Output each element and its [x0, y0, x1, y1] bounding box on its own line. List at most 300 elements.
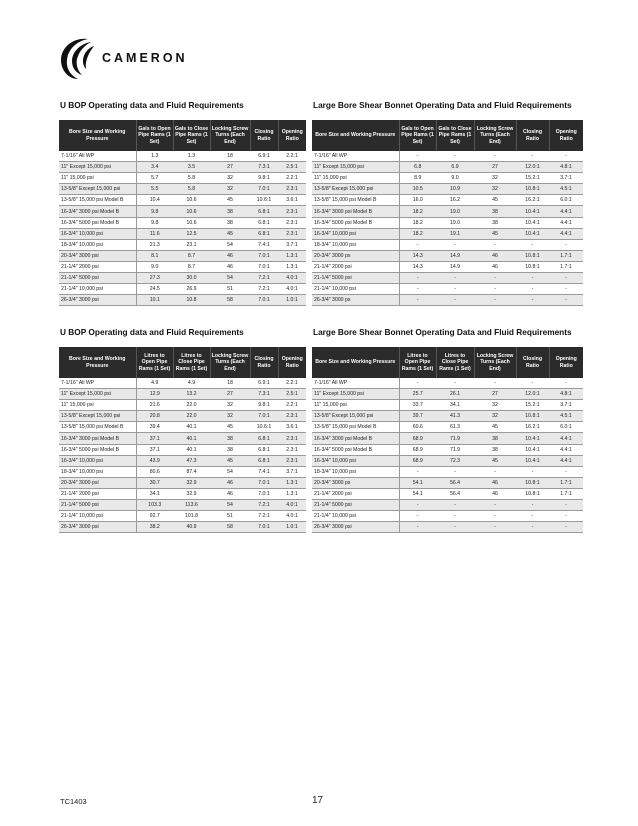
value-cell: 9.8:1 [250, 400, 278, 411]
bore-size-cell: 11" Except 15,000 psi [312, 389, 399, 400]
value-cell: - [399, 284, 436, 295]
value-cell: - [436, 239, 474, 250]
value-cell: 2.3:1 [278, 455, 306, 466]
value-cell: 7.3:1 [250, 162, 278, 173]
value-cell: 4.4:1 [549, 206, 583, 217]
value-cell: 2.2:1 [278, 151, 306, 162]
shear-bonnet-us-table [312, 120, 583, 306]
value-cell: - [549, 522, 583, 533]
value-cell: 113.6 [173, 500, 210, 511]
column-header: Closing Ratio [516, 347, 549, 378]
table-row [59, 389, 306, 400]
value-cell: 10.6 [173, 217, 210, 228]
table-row [312, 206, 583, 217]
table-row [59, 195, 306, 206]
bore-size-cell: 16-3/4" 3000 psi Model B [312, 433, 399, 444]
value-cell: 1.7:1 [549, 488, 583, 499]
value-cell: 45 [474, 455, 516, 466]
value-cell: 1.7:1 [549, 250, 583, 261]
table-row [59, 250, 306, 261]
value-cell: 2.2:1 [278, 400, 306, 411]
table-row [59, 433, 306, 444]
column-header: Gals to Close Pipe Rams (1 Set) [173, 120, 210, 151]
value-cell: 45 [210, 228, 250, 239]
value-cell: 4.0:1 [278, 273, 306, 284]
value-cell: 4.0:1 [278, 284, 306, 295]
bore-size-cell: 16-3/4" 5000 psi Model B [312, 217, 399, 228]
table-row [59, 295, 306, 306]
table-row [59, 284, 306, 295]
value-cell: 16.2 [436, 195, 474, 206]
table-row [59, 378, 306, 389]
column-header: Litres to Open Pipe Rams (1 Set) [136, 347, 173, 378]
table-row [312, 295, 583, 306]
value-cell: 38.2 [136, 522, 173, 533]
bore-size-cell: 11" Except 15,000 psi [312, 162, 399, 173]
value-cell: - [549, 295, 583, 306]
value-cell: 1.0:1 [278, 295, 306, 306]
value-cell: 45 [474, 422, 516, 433]
table-title-ubop-metric: U BOP Operating data and Fluid Requirements [60, 327, 244, 337]
value-cell: - [549, 500, 583, 511]
bore-size-cell: 11" 15,000 psi [59, 173, 136, 184]
bore-size-cell: 26-3/4" 3000 psi [59, 522, 136, 533]
value-cell: 4.9 [173, 378, 210, 389]
value-cell: 46 [210, 250, 250, 261]
value-cell: 39.4 [136, 422, 173, 433]
value-cell: 7.2:1 [250, 500, 278, 511]
value-cell: 10.8:1 [516, 184, 549, 195]
value-cell: - [474, 284, 516, 295]
value-cell: 45 [210, 422, 250, 433]
value-cell: 68.9 [399, 455, 436, 466]
value-cell: 32 [210, 411, 250, 422]
value-cell: 103.3 [136, 500, 173, 511]
table-row [59, 206, 306, 217]
value-cell: 11.6 [136, 228, 173, 239]
value-cell: 12.5 [173, 228, 210, 239]
bore-size-cell: 16-3/4" 10,000 psi [312, 455, 399, 466]
table-header-row [59, 347, 306, 378]
table-row [59, 466, 306, 477]
value-cell: 37.1 [136, 444, 173, 455]
bore-size-cell: 21-1/4" 10,000 psi [312, 284, 399, 295]
table-header-row [59, 120, 306, 151]
value-cell: 27 [474, 162, 516, 173]
value-cell: 10.4 [136, 195, 173, 206]
value-cell: - [549, 466, 583, 477]
table-row [312, 217, 583, 228]
bore-size-cell: 16-3/4" 3000 psi Model B [59, 206, 136, 217]
table-row [59, 500, 306, 511]
value-cell: - [474, 295, 516, 306]
column-header: Locking Screw Turns (Each End) [474, 347, 516, 378]
value-cell: 47.3 [173, 455, 210, 466]
value-cell: 6.8:1 [250, 444, 278, 455]
value-cell: 10.4:1 [516, 444, 549, 455]
value-cell: 32.9 [173, 488, 210, 499]
value-cell: 6.8:1 [250, 455, 278, 466]
value-cell: 14.3 [399, 250, 436, 261]
value-cell: 2.3:1 [278, 444, 306, 455]
value-cell: 18.2 [399, 206, 436, 217]
value-cell: 3.5 [173, 162, 210, 173]
table-row [312, 466, 583, 477]
value-cell: 16.0 [399, 195, 436, 206]
value-cell: 14.3 [399, 261, 436, 272]
column-header: Gals to Open Pipe Rams (1 Set) [399, 120, 436, 151]
value-cell: 54.1 [399, 488, 436, 499]
value-cell: 4.4:1 [549, 433, 583, 444]
ubop-us-table [59, 120, 306, 306]
value-cell: 87.4 [173, 466, 210, 477]
value-cell: 46 [210, 488, 250, 499]
bore-size-cell: 7-1/16" All WP [312, 378, 399, 389]
value-cell: 1.3 [173, 151, 210, 162]
value-cell: 32 [474, 400, 516, 411]
bore-size-cell: 13-5/8" Except 15,000 psi [59, 411, 136, 422]
value-cell: - [516, 500, 549, 511]
value-cell: 30.7 [136, 477, 173, 488]
bore-size-cell: 18-3/4" 10,000 psi [59, 239, 136, 250]
value-cell: 7.0:1 [250, 295, 278, 306]
value-cell: 4.9 [136, 378, 173, 389]
bore-size-cell: 18-3/4" 10,000 psi [312, 239, 399, 250]
value-cell: 54 [210, 500, 250, 511]
value-cell: 54.1 [399, 477, 436, 488]
bore-size-cell: 13-5/8" 15,000 psi Model B [312, 195, 399, 206]
value-cell: 10.6 [173, 195, 210, 206]
table-row [59, 477, 306, 488]
value-cell: 26.1 [436, 389, 474, 400]
table-row [312, 488, 583, 499]
table-row [312, 433, 583, 444]
bore-size-cell: 16-3/4" 10,000 psi [312, 228, 399, 239]
value-cell: - [474, 522, 516, 533]
bore-size-cell: 13-5/8" 15,000 psi Model B [312, 422, 399, 433]
bore-size-cell: 20-3/4" 3000 psi [59, 477, 136, 488]
value-cell: 4.4:1 [549, 444, 583, 455]
value-cell: 19.0 [436, 206, 474, 217]
value-cell: 10.4:1 [516, 206, 549, 217]
value-cell: 9.8:1 [250, 173, 278, 184]
value-cell: - [549, 273, 583, 284]
ubop-metric-table [59, 347, 306, 533]
bore-size-cell: 21-1/4" 5000 psi [59, 500, 136, 511]
value-cell: 72.3 [436, 455, 474, 466]
column-header: Litres to Close Pipe Rams (1 Set) [173, 347, 210, 378]
column-header: Gals to Open Pipe Rams (1 Set) [136, 120, 173, 151]
table-row [312, 422, 583, 433]
value-cell: - [436, 511, 474, 522]
table-row [312, 500, 583, 511]
bore-size-cell: 20-3/4" 3000 psi [59, 250, 136, 261]
value-cell: 9.0 [136, 261, 173, 272]
value-cell: - [436, 295, 474, 306]
bore-size-cell: 16-3/4" 3000 psi Model B [59, 433, 136, 444]
value-cell: 27 [474, 389, 516, 400]
value-cell: 4.0:1 [278, 500, 306, 511]
value-cell: 3.7:1 [278, 466, 306, 477]
value-cell: 32 [210, 184, 250, 195]
value-cell: 19.0 [436, 217, 474, 228]
value-cell: 54 [210, 273, 250, 284]
value-cell: - [549, 284, 583, 295]
table-row [312, 477, 583, 488]
value-cell: 45 [474, 228, 516, 239]
value-cell: 4.8:1 [549, 389, 583, 400]
value-cell: 22.0 [173, 400, 210, 411]
value-cell: - [474, 378, 516, 389]
table-row [312, 195, 583, 206]
bore-size-cell: 7-1/16" All WP [312, 151, 399, 162]
value-cell: 27 [210, 389, 250, 400]
value-cell: 56.4 [436, 477, 474, 488]
value-cell: 46 [474, 477, 516, 488]
value-cell: 4.4:1 [549, 228, 583, 239]
value-cell: - [436, 466, 474, 477]
value-cell: 10.5 [399, 184, 436, 195]
value-cell: 34.1 [136, 488, 173, 499]
value-cell: 38 [474, 217, 516, 228]
table-row [312, 511, 583, 522]
value-cell: - [399, 378, 436, 389]
value-cell: - [516, 295, 549, 306]
table-row [59, 411, 306, 422]
bore-size-cell: 13-5/8" Except 15,000 psi [312, 184, 399, 195]
bore-size-cell: 11" 15,000 psi [59, 400, 136, 411]
column-header: Litres to Open Pipe Rams (1 Set) [399, 347, 436, 378]
value-cell: 9.0 [436, 173, 474, 184]
value-cell: 6.8:1 [250, 433, 278, 444]
column-header: Closing Ratio [250, 347, 278, 378]
value-cell: 37.1 [136, 433, 173, 444]
value-cell: 54 [210, 466, 250, 477]
table-row [59, 400, 306, 411]
table-row [59, 162, 306, 173]
value-cell: 8.7 [173, 250, 210, 261]
value-cell: - [399, 511, 436, 522]
value-cell: 32 [474, 411, 516, 422]
value-cell: 1.3:1 [278, 261, 306, 272]
document-code: TC1403 [60, 797, 87, 806]
table-title-shear-bonnet-us: Large Bore Shear Bonnet Operating Data and Fluid Requirements [313, 100, 572, 110]
bore-size-cell: 26-3/4" 3000 psi [312, 522, 399, 533]
column-header: Litres to Close Pipe Rams (1 Set) [436, 347, 474, 378]
value-cell: 4.0:1 [278, 511, 306, 522]
value-cell: 5.5 [136, 184, 173, 195]
column-header: Bore Size and Working Pressure [312, 120, 399, 151]
table-row [59, 184, 306, 195]
column-header: Opening Ratio [278, 347, 306, 378]
value-cell: 18 [210, 151, 250, 162]
value-cell: 7.3:1 [250, 389, 278, 400]
value-cell: 1.0:1 [278, 522, 306, 533]
value-cell: 46 [474, 261, 516, 272]
value-cell: 3.4 [136, 162, 173, 173]
value-cell: 80.6 [136, 466, 173, 477]
bore-size-cell: 16-3/4" 5000 psi Model B [59, 444, 136, 455]
value-cell: 4.5:1 [549, 411, 583, 422]
column-header: Closing Ratio [516, 120, 549, 151]
value-cell: 10.8:1 [516, 488, 549, 499]
value-cell: 6.0:1 [549, 195, 583, 206]
value-cell: 7.0:1 [250, 184, 278, 195]
value-cell: 6.9:1 [250, 151, 278, 162]
bore-size-cell: 7-1/16" All WP [59, 151, 136, 162]
value-cell: 24.5 [136, 284, 173, 295]
bore-size-cell: 13-5/8" 15,000 psi Model B [59, 422, 136, 433]
value-cell: 12.9 [136, 389, 173, 400]
value-cell: 2.3:1 [278, 433, 306, 444]
table-row [312, 162, 583, 173]
value-cell: 38 [210, 444, 250, 455]
value-cell: - [516, 378, 549, 389]
column-header: Bore Size and Working Pressure [312, 347, 399, 378]
value-cell: - [516, 151, 549, 162]
table-row [312, 239, 583, 250]
value-cell: 71.9 [436, 433, 474, 444]
brand-name: CAMERON [102, 51, 188, 65]
value-cell: 7.2:1 [250, 511, 278, 522]
value-cell: 41.3 [436, 411, 474, 422]
value-cell: 1.7:1 [549, 477, 583, 488]
value-cell: 10.1 [136, 295, 173, 306]
bore-size-cell: 21-1/4" 10,000 psi [59, 511, 136, 522]
value-cell: 16.2:1 [516, 195, 549, 206]
table-header-row [312, 120, 583, 151]
value-cell: 40.9 [173, 522, 210, 533]
value-cell: - [516, 239, 549, 250]
value-cell: 27.3 [136, 273, 173, 284]
table-row [312, 261, 583, 272]
value-cell: 46 [474, 250, 516, 261]
value-cell: 2.3:1 [278, 411, 306, 422]
value-cell: 46 [210, 477, 250, 488]
value-cell: 3.7:1 [549, 173, 583, 184]
table-row [312, 151, 583, 162]
table-row [59, 488, 306, 499]
bore-size-cell: 26-3/4" 3000 ps [312, 295, 399, 306]
value-cell: 32 [474, 184, 516, 195]
table-row [312, 378, 583, 389]
table-row [312, 444, 583, 455]
value-cell: - [399, 295, 436, 306]
value-cell: 18.2 [399, 217, 436, 228]
value-cell: 38 [210, 217, 250, 228]
table-row [59, 228, 306, 239]
value-cell: - [549, 378, 583, 389]
table-row [59, 239, 306, 250]
value-cell: 10.4:1 [516, 455, 549, 466]
bore-size-cell: 16-3/4" 10,000 psi [59, 455, 136, 466]
value-cell: - [474, 239, 516, 250]
value-cell: 27 [210, 162, 250, 173]
value-cell: 2.5:1 [278, 389, 306, 400]
value-cell: 32 [210, 173, 250, 184]
value-cell: 18.2 [399, 228, 436, 239]
bore-size-cell: 11" 15,000 psi [312, 173, 399, 184]
bore-size-cell: 21-1/4" 10,000 psi [59, 284, 136, 295]
column-header: Bore Size and Working Pressure [59, 120, 136, 151]
table-row [59, 444, 306, 455]
value-cell: - [436, 500, 474, 511]
value-cell: 4.5:1 [549, 184, 583, 195]
bore-size-cell: 16-3/4" 5000 psi Model B [312, 444, 399, 455]
value-cell: 20.8 [136, 411, 173, 422]
value-cell: 9.8 [136, 206, 173, 217]
value-cell: - [436, 273, 474, 284]
value-cell: 8.7 [173, 261, 210, 272]
value-cell: 14.9 [436, 261, 474, 272]
value-cell: 38 [474, 433, 516, 444]
value-cell: 10.8:1 [516, 250, 549, 261]
bore-size-cell: 21-1/4" 2000 psi [312, 488, 399, 499]
value-cell: 38 [210, 206, 250, 217]
value-cell: 21.3 [136, 239, 173, 250]
value-cell: - [516, 273, 549, 284]
table-row [312, 250, 583, 261]
table-row [59, 151, 306, 162]
value-cell: 45 [210, 195, 250, 206]
value-cell: 61.3 [436, 422, 474, 433]
value-cell: 38 [210, 433, 250, 444]
value-cell: 13.2 [173, 389, 210, 400]
value-cell: 38 [474, 206, 516, 217]
column-header: Gals to Close Pipe Rams (1 Set) [436, 120, 474, 151]
value-cell: 19.1 [436, 228, 474, 239]
column-header: Opening Ratio [549, 347, 583, 378]
table-row [312, 228, 583, 239]
value-cell: 54 [210, 239, 250, 250]
value-cell: 7.0:1 [250, 477, 278, 488]
value-cell: - [436, 284, 474, 295]
value-cell: 1.3 [136, 151, 173, 162]
value-cell: - [399, 151, 436, 162]
value-cell: 68.9 [399, 433, 436, 444]
value-cell: 71.9 [436, 444, 474, 455]
value-cell: 6.8:1 [250, 228, 278, 239]
value-cell: 34.1 [436, 400, 474, 411]
value-cell: 32.9 [173, 477, 210, 488]
value-cell: 15.2:1 [516, 400, 549, 411]
bore-size-cell: 16-3/4" 3000 psi Model B [312, 206, 399, 217]
value-cell: - [474, 151, 516, 162]
value-cell: 6.0:1 [549, 422, 583, 433]
value-cell: 8.9 [399, 173, 436, 184]
value-cell: - [399, 466, 436, 477]
value-cell: 33.7 [399, 400, 436, 411]
bore-size-cell: 21-1/4" 2000 psi [312, 261, 399, 272]
cameron-swoosh-logo-icon [58, 33, 100, 83]
table-row [312, 389, 583, 400]
bore-size-cell: 13-5/8" Except 15,000 psi [312, 411, 399, 422]
column-header: Locking Screw Turns (Each End) [474, 120, 516, 151]
table-row [312, 522, 583, 533]
value-cell: 101.8 [173, 511, 210, 522]
bore-size-cell: 20-3/4" 3000 ps [312, 250, 399, 261]
table-row [312, 411, 583, 422]
value-cell: - [516, 284, 549, 295]
table-row [312, 184, 583, 195]
table-row [59, 273, 306, 284]
table-row [59, 422, 306, 433]
value-cell: 4.4:1 [549, 455, 583, 466]
table-title-ubop-us: U BOP Operating data and Fluid Requirements [60, 100, 244, 110]
value-cell: 10.6:1 [250, 195, 278, 206]
table-row [59, 217, 306, 228]
value-cell: 7.2:1 [250, 284, 278, 295]
